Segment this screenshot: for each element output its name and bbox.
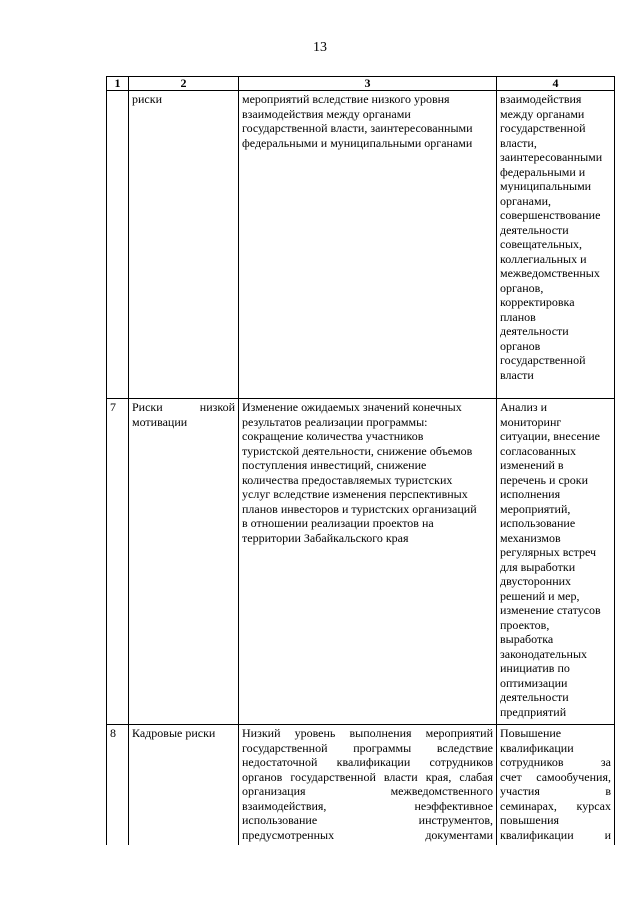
measures-line: сотрудников за [500, 755, 611, 769]
measures-line: заинтересованными [500, 150, 603, 164]
measures-cell [497, 399, 615, 725]
measures-line: участия в [500, 784, 611, 798]
header-cell-3: 3 [239, 77, 497, 91]
description-line: взаимодействия между органами [242, 106, 411, 121]
table-row [107, 399, 615, 725]
description-line: сокращение количества участников [242, 429, 424, 443]
measures-line: органов [500, 338, 541, 353]
measures-line: муниципальными [500, 179, 592, 193]
measures-line: совещательных, [500, 237, 583, 251]
description-line: поступления инвестиций, снижение [242, 458, 427, 472]
measures-line: повышения [500, 813, 560, 827]
measures-cell [497, 725, 615, 845]
description-line: взаимодействия, неэффективное [242, 798, 493, 813]
measures-line: корректировка [500, 295, 575, 309]
table-row [107, 725, 615, 845]
measures-line: органов, [500, 280, 544, 295]
risk-name-line: Риски низкой [132, 400, 235, 414]
header-cell-4: 4 [497, 77, 615, 91]
header-cell-1: 1 [107, 77, 129, 91]
risk-name-cell [129, 725, 239, 845]
measures-cell [497, 91, 615, 399]
description-line: результатов реализации программы: [242, 414, 428, 429]
measures-line: инициатив по [500, 661, 570, 675]
table-row [107, 91, 615, 399]
description-line: недостаточной квалификации сотрудников [242, 755, 493, 769]
description-line: туристской деятельности, снижение объемов [242, 443, 473, 458]
risk-name-line: Кадровые риски [132, 726, 216, 740]
measures-line: исполнения [500, 487, 561, 501]
risk-description-cell [239, 399, 497, 725]
measures-line: регулярных встреч [500, 545, 597, 559]
measures-line: деятельности [500, 222, 569, 237]
risk-name-cell [129, 399, 239, 725]
description-line: мероприятий вследствие низкого уровня [242, 92, 450, 106]
measures-line: между органами [500, 106, 585, 121]
risk-name-cell [129, 91, 239, 399]
measures-line: изменений в [500, 458, 564, 472]
measures-line: деятельности [500, 690, 569, 704]
measures-line: оптимизации [500, 675, 568, 690]
measures-line: двусторонних [500, 574, 572, 588]
page-number: 13 [313, 40, 327, 55]
measures-line: государственной [500, 121, 586, 135]
description-line: государственной программы вследствие [242, 740, 493, 755]
description-line: предусмотренных документами [242, 827, 493, 842]
measures-line: коллегиальных и [500, 251, 587, 266]
measures-line: счет самообучения, [500, 769, 611, 784]
description-line: Низкий уровень выполнения мероприятий [242, 726, 493, 740]
header-cell-2: 2 [129, 77, 239, 91]
description-line: территории Забайкальского края [242, 530, 409, 545]
measures-line: органами, [500, 193, 552, 208]
measures-line: семинарах, курсах [500, 798, 611, 813]
measures-line: предприятий [500, 704, 567, 719]
measures-line: изменение статусов [500, 603, 601, 617]
risk-description-cell [239, 91, 497, 399]
measures-line: власти [500, 367, 534, 382]
measures-line: квалификации [500, 740, 574, 755]
description-line: федеральными и муниципальными органами [242, 135, 473, 150]
measures-line: ситуации, внесение [500, 429, 600, 443]
description-line: количества предоставляемых туристских [242, 472, 453, 487]
measures-line: взаимодействия [500, 92, 582, 106]
measures-line: механизмов [500, 530, 561, 545]
measures-line: деятельности [500, 324, 569, 338]
row-number-cell [107, 91, 129, 399]
description-line: органов государственной власти края, слабая [242, 769, 493, 784]
description-line: в отношении реализации проектов на [242, 516, 434, 530]
measures-line: федеральными и [500, 164, 586, 179]
measures-line: выработка [500, 632, 554, 646]
risk-table [106, 76, 615, 845]
description-line: использование инструментов, [242, 813, 493, 827]
risk-name-line: риски [132, 92, 162, 106]
risk-description-cell [239, 725, 497, 845]
measures-line: проектов, [500, 617, 550, 632]
measures-line: межведомственных [500, 266, 600, 280]
measures-line: власти, [500, 135, 537, 150]
measures-line: государственной [500, 353, 586, 367]
description-line: услуг вследствие изменения перспективных [242, 487, 468, 501]
measures-line: мониторинг [500, 414, 562, 429]
measures-line: перечень и сроки [500, 472, 589, 487]
table-header-row [107, 77, 615, 91]
measures-line: Повышение [500, 726, 562, 740]
measures-line: решений и мер, [500, 588, 580, 603]
measures-line: согласованных [500, 443, 577, 458]
risk-name-line: мотивации [132, 414, 188, 429]
measures-line: для выработки [500, 559, 576, 574]
measures-line: квалификации и [500, 827, 611, 842]
measures-line: мероприятий, [500, 501, 571, 516]
row-number-cell: 7 [107, 399, 129, 725]
description-line: Изменение ожидаемых значений конечных [242, 400, 462, 414]
row-number-cell: 8 [107, 725, 129, 845]
description-line: государственной власти, заинтересованными [242, 121, 473, 135]
description-line: планов инвесторов и туристских организаций [242, 501, 477, 516]
measures-line: Анализ и [500, 400, 548, 414]
measures-line: планов [500, 309, 536, 324]
measures-line: использование [500, 516, 576, 530]
description-line: организация межведомственного [242, 784, 493, 798]
measures-line: законодательных [500, 646, 587, 661]
measures-line: совершенствование [500, 208, 601, 222]
